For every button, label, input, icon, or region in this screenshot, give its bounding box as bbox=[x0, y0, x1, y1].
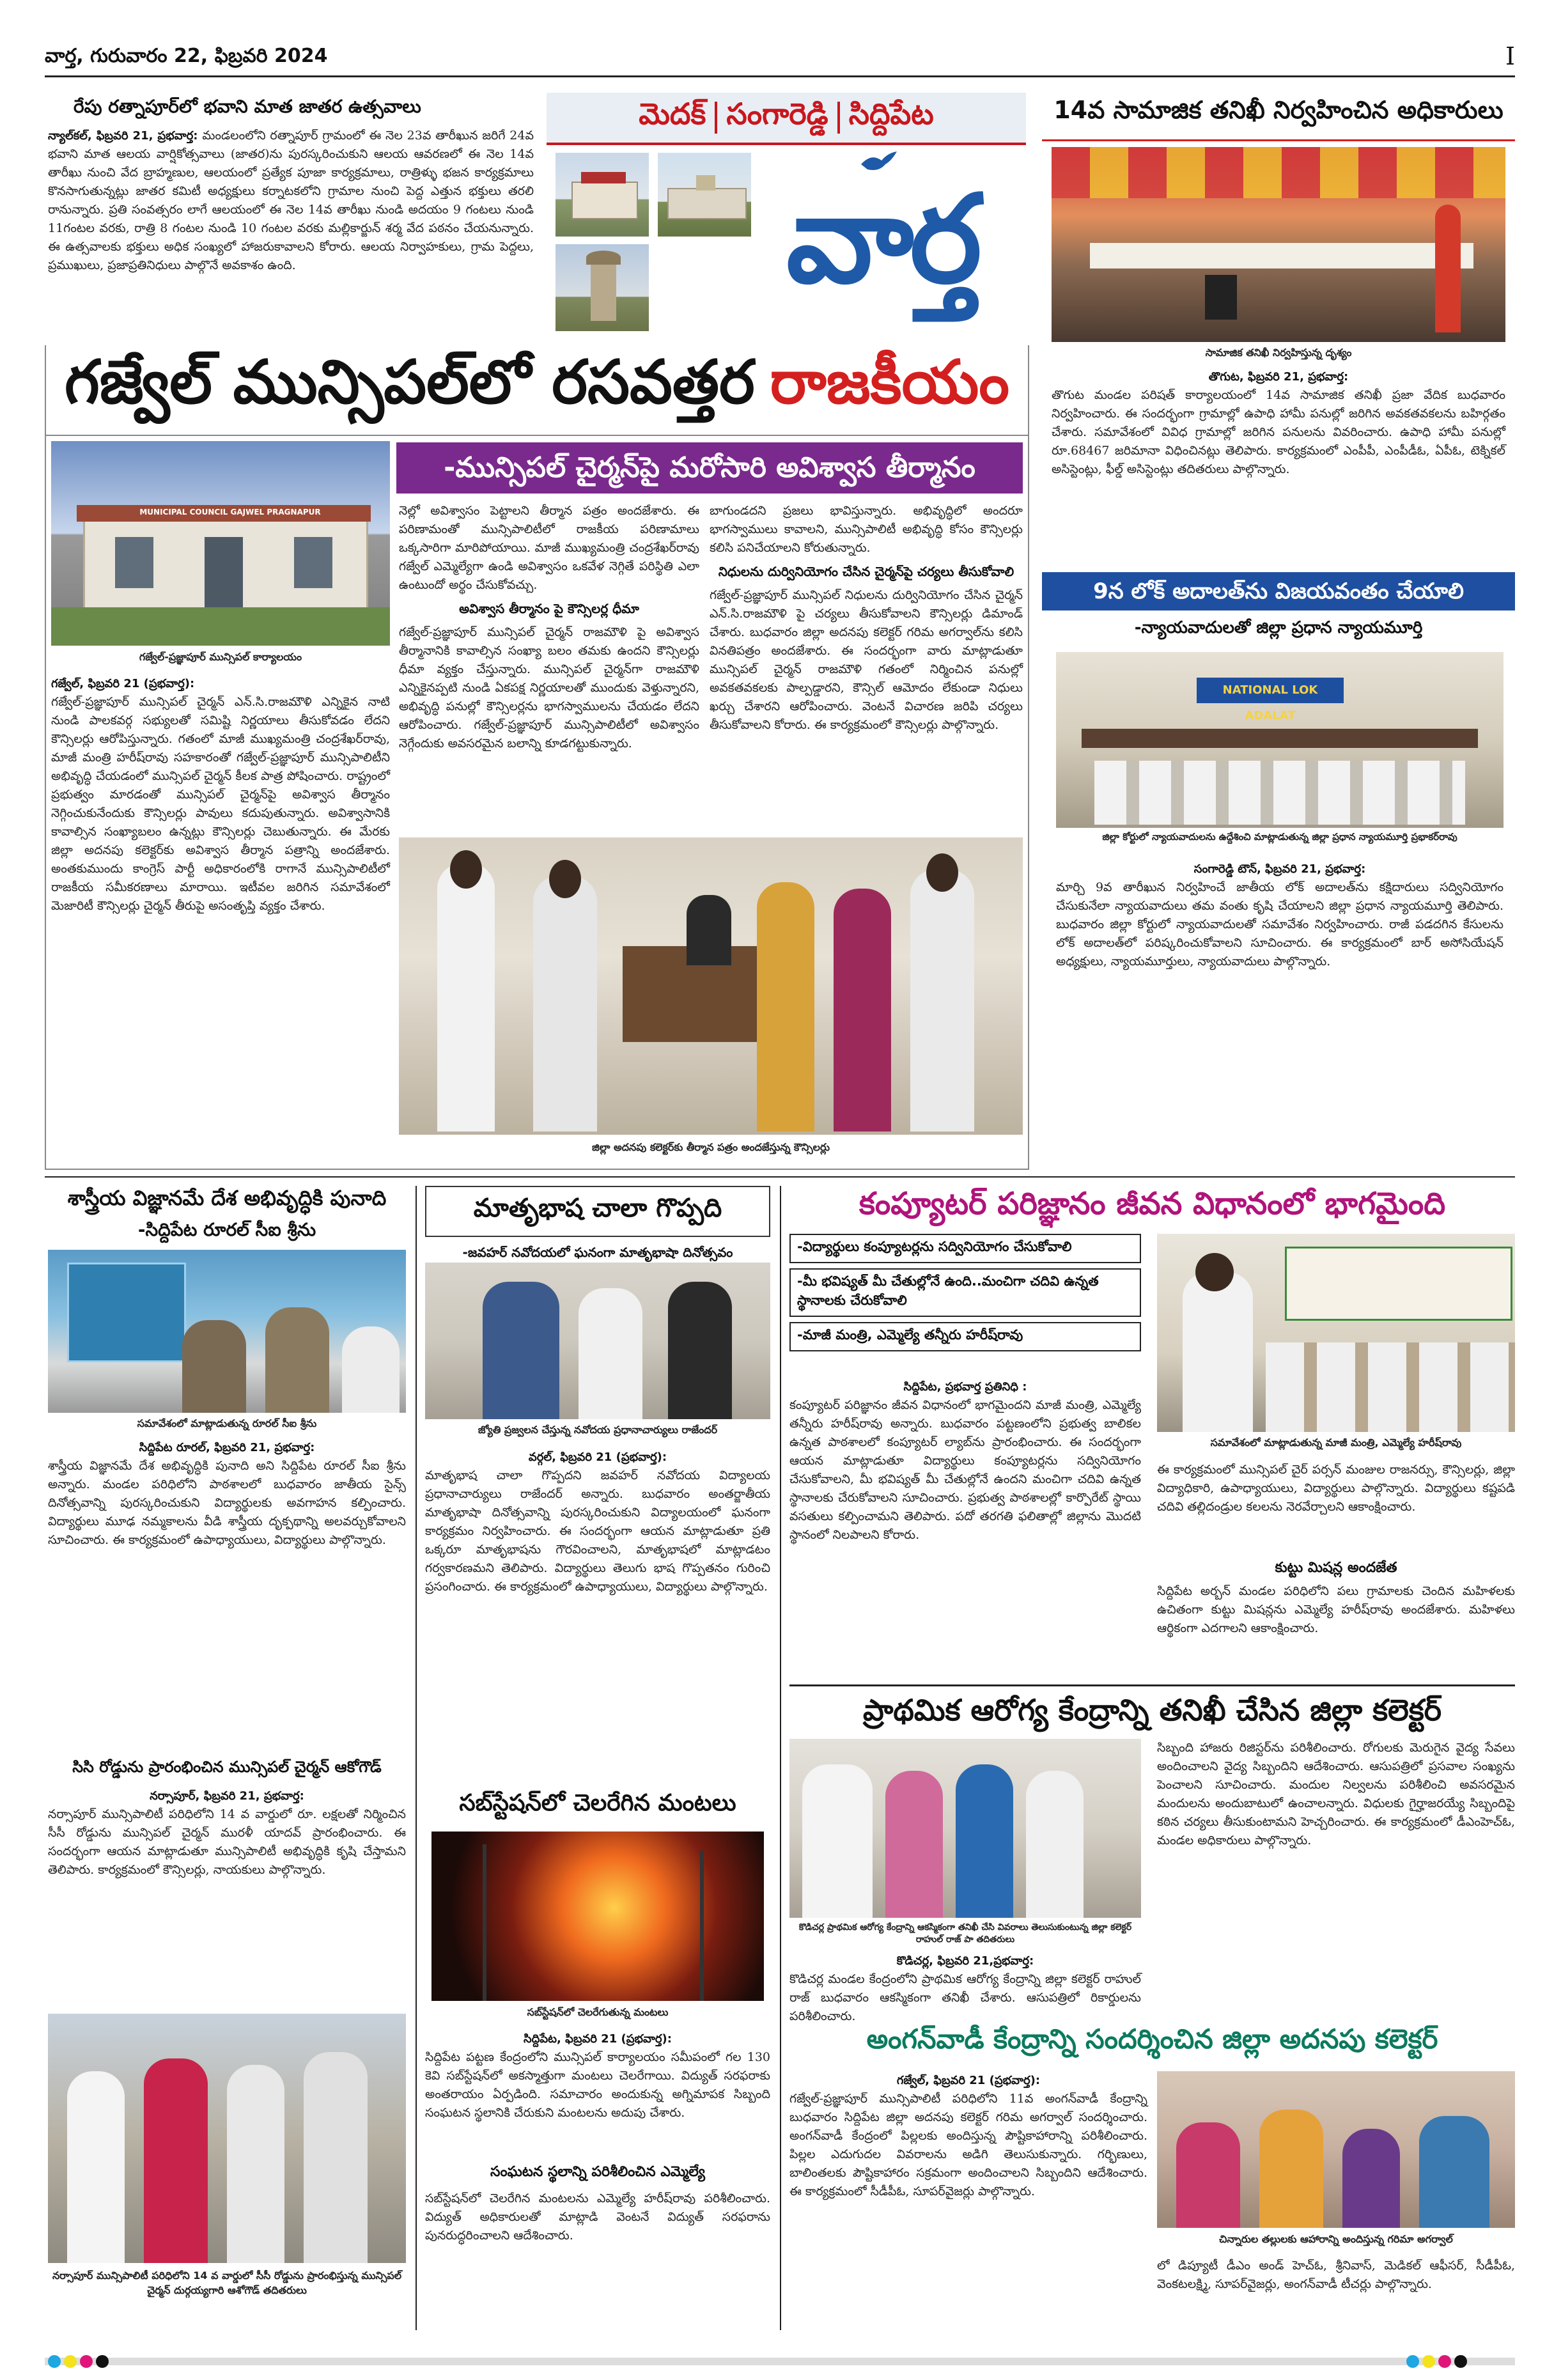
photo-caption: సమావేశంలో మాట్లాడుతున్న మాజీ మంత్రి, ఎమ్మెల్యే హరీష్‌రావు bbox=[1210, 1436, 1462, 1449]
article-headline: మాతృభాష చాలా గొప్పది bbox=[425, 1186, 770, 1237]
reg-dot-cyan-2 bbox=[1406, 2355, 1419, 2368]
science-photo bbox=[48, 1250, 406, 1413]
logo-text: వార్త bbox=[786, 169, 978, 310]
article-dateline: సిద్దిపేట రూరల్, ఫిబ్రవరి 21, ప్రభవార్త: bbox=[139, 1441, 315, 1454]
article-subhead: -జవహర్ నవోదయలో ఘనంగా మాతృభాషా దినోత్సవం bbox=[462, 1245, 733, 1260]
article-body: లో డిప్యూటీ డీఎం అండ్ హెచ్‌ఓ, శ్రీనివాస్, మెడికల్ ఆఫీసర్, సీడీపీఓ, వెంకటలక్ష్మి, సూపర్‌వైజర్లు, అంగన్‌వాడీ టీచర్లు పాల్గొన్నారు. bbox=[1157, 2259, 1515, 2291]
article-dateline: కొడిచర్ల, ఫిబ్రవరి 21,ప్రభవార్త: bbox=[896, 1954, 1034, 1968]
article-dateline: న్యాల్‌కల్‌, ఫిబ్రవరి 21, ప్రభవార్త: bbox=[48, 129, 198, 143]
article-headline: శాస్త్రీయ విజ్ఞానమే దేశ అభివృద్ధికి పునాది bbox=[67, 1186, 387, 1210]
article-headline: ప్రాథమిక ఆరోగ్య కేంద్రాన్ని తనిఖీ చేసిన జిల్లా కలెక్టర్ bbox=[789, 1684, 1515, 1735]
reg-dot-magenta bbox=[80, 2355, 93, 2368]
photo-caption: నర్సాపూర్ మున్సిపాలిటీ పరిధిలోని 14 వ వార్డులో సీసీ రోడ్డును ప్రారంభిస్తున్న మున్సిపల్ చైర్మన్ దుర్గయ్యగారి ఆశోగౌడ్ తదితరులు bbox=[52, 2269, 402, 2296]
article-mother-tongue bbox=[425, 1186, 770, 1780]
article-lok-adalat bbox=[1042, 572, 1515, 1154]
reg-dot-black-2 bbox=[1454, 2355, 1467, 2368]
article-body: సిద్దిపేట పట్టణ కేంద్రంలోని మున్సిపల్ కార్యాలయం సమీపంలో గల 130 కెవి సబ్‌స్టేషన్‌లో అకస్మాత్తుగా మంటలు చెలరేగాయి. విద్యుత్ సరఫరాకు అంతరాయం ఏర్పడింది. సమాచారం అందుకున్న అగ్నిమాపక సిబ్బంది సంఘటన స్థలానికి చేరుకుని మంటలను అదుపు చేశారు. bbox=[425, 2050, 770, 2120]
photo-caption: సామాజిక తనిఖీ నిర్వహిస్తున్న దృశ్యం bbox=[1205, 346, 1352, 359]
computer-photo bbox=[1157, 1234, 1515, 1432]
article-science bbox=[48, 1186, 406, 2330]
district-medak: మెదక్ bbox=[639, 97, 706, 131]
article-headline: కంప్యూటర్ పరిజ్ఞానం జీవన విధానంలో భాగమైంది bbox=[859, 1186, 1446, 1222]
reg-dot-magenta-2 bbox=[1438, 2355, 1451, 2368]
article-headline: 14వ సామాజిక తనిఖీ నిర్వహించిన అధికారులు bbox=[1042, 96, 1515, 141]
article-subhead: -మున్సిపల్ చైర్మన్‌పై మరోసారి అవిశ్వాస తీర్మానం bbox=[396, 442, 1023, 494]
article-temple bbox=[48, 96, 534, 326]
masthead-photo-building bbox=[554, 152, 650, 238]
headline-highlight: రాజకీయం bbox=[770, 348, 1010, 417]
article-dateline: సిద్దిపేట, ప్రభవార్త ప్రతినిధి : bbox=[903, 1380, 1027, 1394]
audit-photo bbox=[1052, 147, 1505, 342]
header-dateline: వార్త, గురువారం 22, ఫిబ్రవరి 2024 bbox=[45, 45, 328, 67]
photo-caption: గజ్వేల్-ప్రజ్ఞాపూర్ మున్సిపల్ కార్యాలయం bbox=[139, 651, 302, 663]
photo-caption: కొడిచర్ల ప్రాథమిక ఆరోగ్య కేంద్రాన్ని ఆకస్మికంగా తనిఖీ చేసి వివరాలు తెలుసుకుంటున్న జిల్లా కలెక్టర్ రాహుల్ రాజ్ పా తదితరులు bbox=[798, 1922, 1132, 1945]
masthead-logo bbox=[738, 144, 1026, 336]
article-body: మార్చి 9వ తారీఖున నిర్వహించే జాతీయ లోక్ అదాలత్‌ను కక్షిదారులు సద్వినియోగం చేసుకునేలా న్యాయవాదులు తమ వంతు కృషి చేయాలని జిల్లా ప్రధాన న్యాయమూర్తి తెలిపారు. బుధవారం జిల్లా కోర్టులో న్యాయవాదులతో సమావేశం నిర్వహించారు. రాజీ పడదగిన కేసులను లోక్ అదాలత్‌లో పరిష్కరించుకోవాలని సూచించారు. ఈ కార్యక్రమంలో బార్ అసోసియేషన్ అధ్యక్షులు, న్యాయమూర్తులు, న్యాయవాదులు పాల్గొన్నారు. bbox=[1056, 880, 1503, 968]
anganwadi-photo bbox=[1157, 2071, 1515, 2228]
fire-photo bbox=[431, 1832, 764, 2001]
reg-dot-cyan bbox=[48, 2355, 61, 2368]
article-subheading: కుట్టు మిషన్ల అందజేత bbox=[1275, 1560, 1397, 1576]
page-header bbox=[45, 42, 1515, 70]
footer-bar bbox=[45, 2350, 1515, 2373]
phc-photo bbox=[789, 1739, 1141, 1918]
article-substation-fire bbox=[425, 1790, 770, 2327]
article-column-1 bbox=[51, 674, 390, 1154]
page-number: I bbox=[1505, 42, 1515, 70]
article-body: ఈ కార్యక్రమంలో మున్సిపల్ చైర్ పర్సన్ మంజుల రాజనర్సు, కౌన్సిలర్లు, జిల్లా విద్యాధికారి, ఉపాధ్యాయులు, విద్యార్థులు పాల్గొన్నారు. విద్యార్థులు కష్టపడి చదివి తల్లిదండ్రుల కలలను నెరవేర్చాలని ఆకాంక్షించారు. bbox=[1157, 1463, 1515, 1514]
article-body: గజ్వేల్-ప్రజ్ఞాపూర్ మున్సిపాలిటీ పరిధిలోని 11వ అంగన్‌వాడీ కేంద్రాన్ని బుధవారం సిద్దిపేట జిల్లా అదనపు కలెక్టర్ గరిమ అగర్వాల్ సందర్శించారు. అంగన్‌వాడీ కేంద్రంలో పిల్లలకు అందిస్తున్న పౌష్టికాహారాన్ని పరిశీలించారు. పిల్లల ఎదుగుదల వివరాలను అడిగి తెలుసుకున్నారు. గర్భిణులు, బాలింతలకు పౌష్టికాహారం సక్రమంగా అందించాలని సిబ్బందిని ఆదేశించారు. ఈ కార్యక్రమంలో సీడీపీఓ, సూపర్‌వైజర్లు పాల్గొన్నారు. bbox=[789, 2092, 1147, 2198]
article-headline: రేపు రత్నాపూర్‌లో భవాని మాత జాతర ఉత్సవాలు bbox=[74, 96, 421, 117]
photo-caption: సమావేశంలో మాట్లాడుతున్న రూరల్ సీఐ శ్రీను bbox=[137, 1417, 317, 1429]
article-subheading: సిసి రోడ్డును ప్రారంభించిన మున్సిపల్ చైర్మన్ ఆకోగౌడ్ bbox=[72, 1758, 382, 1776]
article-body: సబ్‌స్టేషన్‌లో చెలరేగిన మంటలను ఎమ్మెల్యే హరీష్‌రావు పరిశీలించారు. విద్యుత్ అధికారులతో మాట్లాడి వెంటనే విద్యుత్ సరఫరాను పునరుద్ధరించాలని ఆదేశించారు. bbox=[425, 2191, 770, 2243]
article-dateline: గజ్వేల్, ఫిబ్రవరి 21 (ప్రభవార్త): bbox=[896, 2074, 1041, 2087]
article-body: శాస్త్రీయ విజ్ఞానమే దేశ అభివృద్ధికి పునాది అని సిద్దిపేట రూరల్ సీఐ శ్రీను అన్నారు. మండల పరిధిలోని పాఠశాలలో బుధవారం జాతీయ సైన్స్ దినోత్సవాన్ని పురస్కరించుకుని విద్యార్థులకు అవగాహన కల్పించారు. విద్యార్థులు మూఢ నమ్మకాలను వీడి శాస్త్రీయ దృక్పథాన్ని అలవర్చుకోవాలని సూచించారు. ఈ కార్యక్రమంలో ఉపాధ్యాయులు, విద్యార్థులు పాల్గొన్నారు. bbox=[48, 1459, 406, 1547]
reg-dot-yellow bbox=[64, 2355, 77, 2368]
article-headline: అంగన్‌వాడీ కేంద్రాన్ని సందర్శించిన జిల్లా అదనపు కలెక్టర్ bbox=[866, 2023, 1438, 2055]
adalat-banner: NATIONAL LOK ADALAT bbox=[1197, 678, 1344, 703]
photo-caption: జిల్లా కోర్టులో న్యాయవాదులను ఉద్దేశించి మాట్లాడుతున్న జిల్లా ప్రధాన న్యాయమూర్తి ప్రభాకర్‌రావు bbox=[1102, 831, 1457, 843]
article-computer bbox=[789, 1186, 1515, 1678]
article-body: మండలంలోని రత్నాపూర్ గ్రామంలో ఈ నెల 23వ తారీఖున జరిగే 24వ భవాని మాత ఆలయ వార్షికోత్సవాలు (జాతర)ను పురస్కరించుకుని ఆలయ ఆవరణలో ఈ నెల 14వ తారీఖు నుంచి వేద బ్రాహ్మణుల, ఆలయంలో ప్రత్యేక పూజా కార్యక్రమాలు, రాత్రిళ్ళు భజన కార్యక్రమాలు కొనసాగుతున్నట్లు జాతర కమిటీ అధ్యక్షులు కర్నాటకలోని గ్రామాల నుంచి పెద్ద ఎత్తున భక్తులు తరలి రానున్నారు. ప్రతి సంవత్సరం లాగే ఆలయంలో ఈ నెల 14వ తారీఖు నుండి అదయం 9 గంటలు నుండి 11గంటల వరకు, రాత్రి 8 గంటల నుండి 10 గంటల వరకు మల్లికార్జున్ శర్మ వేద పఠనం చేయనున్నారు. ఈ ఉత్సవాలకు భక్తులు అధిక సంఖ్యలో హాజరుకావాలని కోరారు. ఆలయ నిర్వాహకులు, గ్రామ పెద్దలు, ప్రముఖులు, ప్రజాప్రతినిధులు పాల్గొనే అవకాశం ఉంది. bbox=[48, 128, 534, 272]
mother-tongue-photo bbox=[425, 1263, 770, 1419]
article-anganwadi bbox=[789, 2023, 1515, 2330]
article-body: నర్సాపూర్ మున్సిపాలిటీ పరిధిలోని 14 వ వార్డులో రూ. లక్షలతో నిర్మించిన సీసీ రోడ్డును మున్సిపల్ చైర్మన్ మురళీ యాదవ్ ప్రారంభించారు. ఈ సందర్భంగా ఆయన మాట్లాడుతూ మున్సిపాలిటీ అభివృద్ధికి కృషి చేస్తామని తెలిపారు. కార్యక్రమంలో కౌన్సిలర్లు, నాయకులు పాల్గొన్నారు. bbox=[48, 1807, 406, 1877]
masthead bbox=[547, 93, 1026, 336]
photo-caption: జిల్లా అదనపు కలెక్టర్‌కు తీర్మాన పత్రం అందజేస్తున్న కౌన్సిలర్లు bbox=[591, 1141, 830, 1153]
cc-road-photo bbox=[48, 2014, 406, 2263]
article-audit bbox=[1042, 96, 1515, 569]
article-dateline: గజ్వేల్‌, ఫిబ్రవరి 21 (ప్రభవార్త): bbox=[51, 677, 195, 690]
article-dateline: సిద్దిపేట, ఫిబ్రవరి 21 (ప్రభవార్త): bbox=[524, 2032, 672, 2046]
article-bullets bbox=[789, 1234, 1141, 1351]
article-body: సిబ్బంది హాజరు రిజిస్టర్‌ను పరిశీలించారు. రోగులకు మెరుగైన వైద్య సేవలు అందించాలని వైద్య సిబ్బందిని ఆదేశించారు. ఆసుపత్రిలో ప్రసవాల సంఖ్యను పెంచాలని సూచించారు. మందుల నిల్వలను పరిశీలించి అవసరమైన మందులను అందుబాటులో ఉంచాలన్నారు. విధులకు గైర్హాజరయ్యే సిబ్బందిపై కఠిన చర్యలు తీసుకుంటామని హెచ్చరించారు. ఈ కార్యక్రమంలో డీఎంహెచ్‌ఓ, మండల అధికారులు పాల్గొన్నారు. bbox=[1157, 1741, 1515, 1847]
masthead-district-bar bbox=[547, 93, 1026, 145]
article-dateline: సంగారెడ్డి టౌన్, ఫిబ్రవరి 21, ప్రభవార్త: bbox=[1193, 862, 1366, 876]
article-body: తొగుట మండల పరిషత్ కార్యాలయంలో 14వ సామాజిక తనిఖీ ప్రజా వేదిక బుధవారం నిర్వహించారు. ఈ సందర్భంగా గ్రామాల్లో ఉపాధి హామీ పనుల్లో జరిగిన అవకతవకలను బహిర్గతం చేశారు. సమావేశంలో వివిధ గ్రామాల్లో జరిగిన పనులను వివరించారు. ఉపాధి హామీ పనుల్లో రూ.68467 జరిమానా విధించినట్లు తెలిపారు. కార్యక్రమంలో ఎంపీపీ, ఎంపీడీఓ, ఏపీఓ, టెక్నికల్ అసిస్టెంట్లు, ఫీల్డ్ అసిస్టెంట్లు తదితరులు పాల్గొన్నారు. bbox=[1052, 388, 1505, 476]
article-dateline: నర్సాపూర్, ఫిబ్రవరి 21, ప్రభవార్త: bbox=[150, 1789, 304, 1803]
article-subheading: నిధులను దుర్వినియోగం చేసిన చైర్మన్‌పై చర్యలు తీసుకోవాలి bbox=[718, 564, 1014, 579]
article-phc bbox=[789, 1684, 1515, 2023]
councillors-photo bbox=[399, 837, 1023, 1135]
building-sign: MUNICIPAL COUNCIL GAJWEL PRAGNAPUR bbox=[139, 508, 321, 517]
article-body: కంప్యూటర్ పరిజ్ఞానం జీవన విధానంలో భాగమైందని మాజీ మంత్రి, ఎమ్మెల్యే తన్నీరు హరీష్‌రావు అన్నారు. బుధవారం పట్టణంలోని ప్రభుత్వ బాలికల ఉన్నత పాఠశాలలో కంప్యూటర్ ల్యాబ్‌ను ప్రారంభించారు. ఈ సందర్భంగా ఆయన మాట్లాడుతూ విద్యార్థులు కంప్యూటర్లను సద్వినియోగం చేసుకోవాలని, మీ భవిష్యత్ మీ చేతుల్లోనే ఉందని మంచిగా చదివి ఉన్నత స్థానాలకు చేరుకోవాలని సూచించారు. ప్రభుత్వ పాఠశాలల్లో కార్పొరేట్ స్థాయి వసతులు కల్పించామని తెలిపారు. పదో తరగతి ఫలితాల్లో జిల్లాను మొదటి స్థానంలో నిలపాలని కోరారు. bbox=[789, 1398, 1141, 1542]
article-subheading: అవిశ్వాస తీర్మానం పై కౌన్సిలర్ల ధీమా bbox=[459, 601, 639, 616]
article-column-2: నెల్లో అవిశ్వాసం పెట్టాలని తీర్మాన పత్రం అందజేశారు. ఈ పరిణామంతో మున్సిపాలిటీలో రాజకీయ పరిణామాలు ఒక్కసారిగా మారిపోయాయి. మాజీ ముఖ్యమంత్రి చంద్రశేఖర్‌రావు గజ్వేల్ ఎమ్మెల్యేగా ఉండి అవిశ్వాసం ఒకవేళ నెగ్గితే పరిస్థితి ఎలా ఉంటుందో అర్థం చేసుకోవచ్చు. అవిశ్వాస తీర్మానం పై కౌన్సిలర్ల ధీమా గజ్వేల్-ప్రజ్ఞాపూర్ మున్సిపల్ చైర్మన్ రాజమౌళి పై అవిశ్వాస తీర్మానానికి కావాల్సిన సంఖ్యా బలం తమకు ఉందని కౌన్సిలర్లు ధీమా వ్యక్తం చేస్తున్నారు. మున్సిపల్ చైర్మన్‌గా రాజమౌళి ఎన్నికైనప్పటి నుండి ఏకపక్ష నిర్ణయాలతో ముందుకు వెళ్తున్నారని, అభివృద్ధి పనుల్లో కౌన్సిలర్లను భాగస్వాములను చేయడం లేదని ఆరోపించారు. గజ్వేల్-ప్రజ్ఞాపూర్ మున్సిపాలిటీలో అవిశ్వాసం నెగ్గేందుకు అవసరమైన బలాన్ని కూడగట్టుకున్నారు. bbox=[399, 504, 699, 751]
masthead-photo-tower bbox=[554, 243, 650, 332]
municipal-office-photo bbox=[51, 441, 390, 646]
article-subhead: -సిద్దిపేట రూరల్ సీఐ శ్రీను bbox=[137, 1219, 316, 1240]
article-subheading: సంఘటన స్థలాన్ని పరిశీలించిన ఎమ్మెల్యే bbox=[490, 2164, 705, 2180]
article-dateline: వర్గల్, ఫిబ్రవరి 21 (ప్రభవార్త): bbox=[528, 1451, 667, 1464]
article-body: మాతృభాష చాలా గొప్పదని జవహర్ నవోదయ విద్యాలయ ప్రధానాచార్యులు రాజేందర్ అన్నారు. బుధవారం అంతర్జాతీయ మాతృభాషా దినోత్సవాన్ని పురస్కరించుకుని విద్యాలయంలో ఘనంగా కార్యక్రమం నిర్వహించారు. ఈ సందర్భంగా ఆయన మాట్లాడుతూ ప్రతి ఒక్కరూ మాతృభాషను గౌరవించాలని, మాతృభాషలో మాట్లాడటం గర్వకారణమని తెలిపారు. విద్యార్థులు తెలుగు భాష గొప్పతనం గురించి ప్రసంగించారు. ఈ కార్యక్రమంలో ఉపాధ్యాయులు, విద్యార్థులు పాల్గొన్నారు. bbox=[425, 1468, 770, 1594]
bullet-1: -విద్యార్థులు కంప్యూటర్లను సద్వినియోగం చేసుకోవాలి bbox=[789, 1234, 1141, 1263]
reg-dot-black bbox=[96, 2355, 109, 2368]
headline-main: గజ్వేల్ మున్సిపల్‌లో రసవత్తర bbox=[64, 348, 755, 417]
article-municipal bbox=[45, 345, 1029, 1170]
photo-caption: జ్యోతి ప్రజ్వలన చేస్తున్న నవోదయ ప్రధానాచార్యులు రాజేందర్ bbox=[478, 1424, 718, 1436]
lok-adalat-photo bbox=[1056, 652, 1503, 828]
reg-dot-yellow-2 bbox=[1422, 2355, 1435, 2368]
bullet-2: -మీ భవిష్యత్ మీ చేతుల్లోనే ఉంది..మంచిగా చదివి ఉన్నత స్థానాలకు చేరుకోవాలి bbox=[789, 1268, 1141, 1317]
article-body: సిద్దిపేట అర్బన్ మండల పరిధిలోని పలు గ్రామాలకు చెందిన మహిళలకు ఉచితంగా కుట్టు మిషన్లను ఎమ్మెల్యే హరీష్‌రావు అందజేశారు. మహిళలు ఆర్థికంగా ఎదగాలని ఆకాంక్షించారు. bbox=[1157, 1584, 1515, 1635]
article-dateline: తొగుట, ఫిబ్రవరి 21, ప్రభవార్త: bbox=[1208, 370, 1349, 384]
photo-caption: చిన్నారుల తల్లులకు ఆహారాన్ని అందిస్తున్న గరిమా అగర్వాల్ bbox=[1219, 2233, 1453, 2245]
article-body: కొడిచర్ల మండల కేంద్రంలోని ప్రాథమిక ఆరోగ్య కేంద్రాన్ని జిల్లా కలెక్టర్ రాహుల్ రాజ్ బుధవారం ఆకస్మికంగా తనిఖీ చేశారు. ఆసుపత్రిలో రికార్డులను పరిశీలించారు. bbox=[789, 1972, 1141, 2023]
district-sangareddy: సంగారెడ్డి bbox=[726, 97, 828, 131]
article-headline bbox=[46, 345, 1028, 436]
article-headline: సబ్‌స్టేషన్‌లో చెలరేగిన మంటలు bbox=[459, 1790, 736, 1816]
article-subhead: -న్యాయవాదులతో జిల్లా ప్రధాన న్యాయమూర్తి bbox=[1134, 618, 1423, 637]
article-column-3: బాగుండదని ప్రజలు భావిస్తున్నారు. అభివృద్ధిలో అందరూ భాగస్వాములు కావాలని, మున్సిపాలిటీ అభివృద్ధి కోసం కౌన్సిలర్లు కలిసి పనిచేయాలని కోరుతున్నారు. నిధులను దుర్వినియోగం చేసిన చైర్మన్‌పై చర్యలు తీసుకోవాలి గజ్వేల్-ప్రజ్ఞాపూర్ మున్సిపల్ నిధులను దుర్వినియోగం చేసిన చైర్మన్ ఎన్.సి.రాజమౌళి పై చర్యలు తీసుకోవాలని కౌన్సిలర్లు డిమాండ్ చేశారు. బుధవారం జిల్లా అదనపు కలెక్టర్ గరిమ అగర్వాల్‌ను కలిసి వినతిపత్రం అందజేశారు. ఈ సందర్భంగా వారు మాట్లాడుతూ మున్సిపల్ చైర్మన్ రాజమౌళి గతంలో నిర్మించిన పనుల్లో అవకతవకలకు పాల్పడ్డారని, కౌన్సిల్ ఆమోదం లేకుండా నిధులు ఖర్చు చేశారని ఆరోపించారు. వెంటనే విచారణ జరిపి చర్యలు తీసుకోవాలని కోరారు. ఈ కార్యక్రమంలో కౌన్సిలర్లు పాల్గొన్నారు. bbox=[710, 504, 1023, 732]
photo-caption: సబ్‌స్టేషన్‌లో చెలరేగుతున్న మంటలు bbox=[527, 2006, 669, 2018]
article-body: గజ్వేల్-ప్రజ్ఞాపూర్ మున్సిపల్ చైర్మన్ ఎన్.సి.రాజమౌళి ఎన్నికైన నాటి నుండి పాలకవర్గ సభ్యులతో సమిష్టి నిర్ణయాలు తీసుకోవడం లేదని కౌన్సిలర్లు ఆరోపిస్తున్నారు. గతంలో మాజీ ముఖ్యమంత్రి చంద్రశేఖర్‌రావు, మాజీ మంత్రి హరీష్‌రావు సహకారంతో గజ్వేల్-ప్రజ్ఞాపూర్ మున్సిపాలిటీని అభివృద్ధి చేయడంలో మున్సిపల్ చైర్మన్ కీలక పాత్ర పోషించారు. రాష్ట్రంలో ప్రభుత్వం మారడంతో మున్సిపల్ చైర్మన్‌పై అవిశ్వాస తీర్మానం నెగ్గించుకునేందుకు కౌన్సిలర్లు పావులు కదుపుతున్నారు. అవిశ్వాసానికి కావాల్సిన సంఖ్యాబలం ఉన్నట్లు కౌన్సిలర్లు చెబుతున్నారు. ఈ మేరకు జిల్లా అదనపు కలెక్టర్‌కు అవిశ్వాస తీర్మాన పత్రాన్ని అందజేశారు. అంతకుముందు కాంగ్రెస్ పార్టీ అధికారంలోకి రాగానే మున్సిపాలిటీలో రాజకీయ సమీకరణాలు మారాయి. ఇటీవల జరిగిన సమావేశంలో మెజారిటీ కౌన్సిలర్లు చైర్మన్ తీరుపై అసంతృప్తి వ్యక్తం చేశారు. bbox=[51, 695, 390, 913]
district-siddipet: సిద్దిపేట bbox=[848, 97, 934, 131]
article-headline: 9న లోక్ అదాలత్‌ను విజయవంతం చేయాలి bbox=[1042, 572, 1515, 611]
bullet-3: -మాజీ మంత్రి, ఎమ్మెల్యే తన్నీరు హరీష్‌రావు bbox=[789, 1322, 1141, 1351]
